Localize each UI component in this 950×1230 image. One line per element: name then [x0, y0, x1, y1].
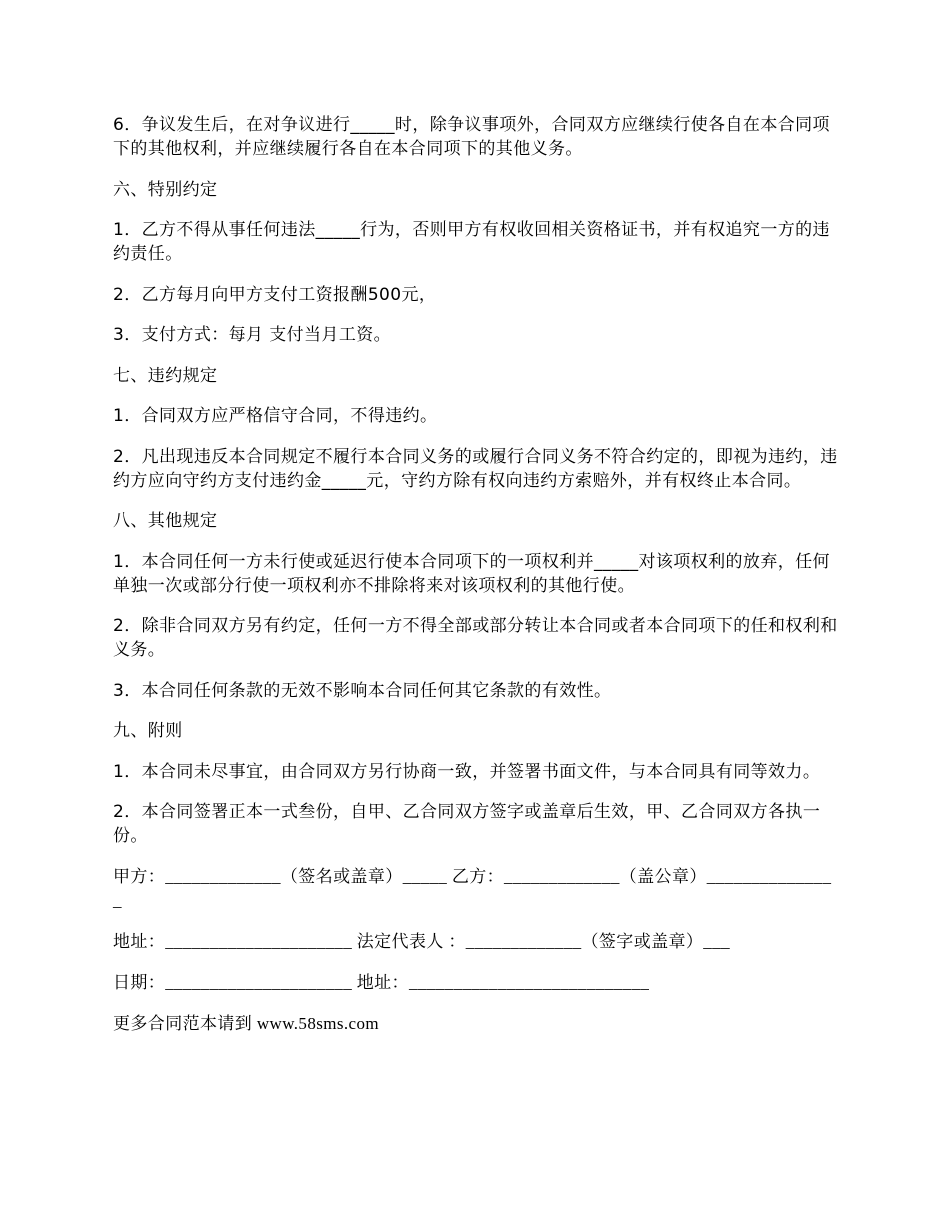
clause-special-3: 3．支付方式：每月 支付当月工资。: [113, 325, 392, 345]
section-heading-supplementary: 九、附则: [113, 721, 183, 741]
clause-supplementary-2: 2．本合同签署正本一式叁份，自甲、乙合同双方签字或盖章后生效，甲、乙合同双方各执一份。: [113, 802, 821, 846]
clause-other-2: 2．除非合同双方另有约定，任何一方不得全部或部分转让本合同或者本合同项下的任和权利和义务。: [113, 616, 838, 660]
clause-special-2: 2．乙方每月向甲方支付工资报酬500元，: [113, 284, 437, 305]
signature-parties-line: 甲方：_____________（签名或盖章）_____ 乙方：_____________（盖公章）_______________: [113, 866, 832, 910]
section-heading-special-terms: 六、特别约定: [113, 179, 218, 200]
signature-date-line: 日期：_____________________ 地址：___________________________: [113, 972, 650, 992]
clause-breach-1: 1．合同双方应严格信守合同，不得违约。: [113, 406, 438, 426]
signature-block: [113, 865, 838, 995]
signature-address-line: 地址：_____________________ 法定代表人 ：_____________（签字或盖章）___: [113, 931, 730, 951]
clause-special-1: 1．乙方不得从事任何违法_____行为，否则甲方有权收回相关资格证书，并有权追究一方的违约责任。: [113, 220, 830, 264]
footer-note: 更多合同范本请到 www.58sms.com: [113, 1013, 379, 1033]
clause-supplementary-1: 1．本合同未尽事宜，由合同双方另行协商一致，并签署书面文件，与本合同具有同等效力。: [113, 761, 821, 782]
contract-body: [113, 113, 838, 1052]
section-heading-breach: 七、违约规定: [113, 365, 218, 386]
clause-other-3: 3．本合同任何条款的无效不影响本合同任何其它条款的有效性。: [113, 680, 612, 701]
section-heading-other: 八、其他规定: [113, 511, 218, 531]
clause-6-dispute: 6．争议发生后，在对争议进行_____时，除争议事项外，合同双方应继续行使各自在本合同项下的其他权利，并应继续履行各自在本合同项下的其他义务。: [113, 115, 830, 159]
clause-breach-2: 2．凡出现违反本合同规定不履行本合同义务的或履行合同义务不符合约定的，即视为违约，违约方应向守约方支付违约金_____元，守约方除有权向违约方索赔外，并有权终止本合同。: [113, 446, 838, 491]
clause-other-1: 1．本合同任何一方未行使或延迟行使本合同项下的一项权利并_____对该项权利的放弃，任何单独一次或部分行使一项权利亦不排除将来对该项权利的其他行使。: [113, 551, 830, 596]
